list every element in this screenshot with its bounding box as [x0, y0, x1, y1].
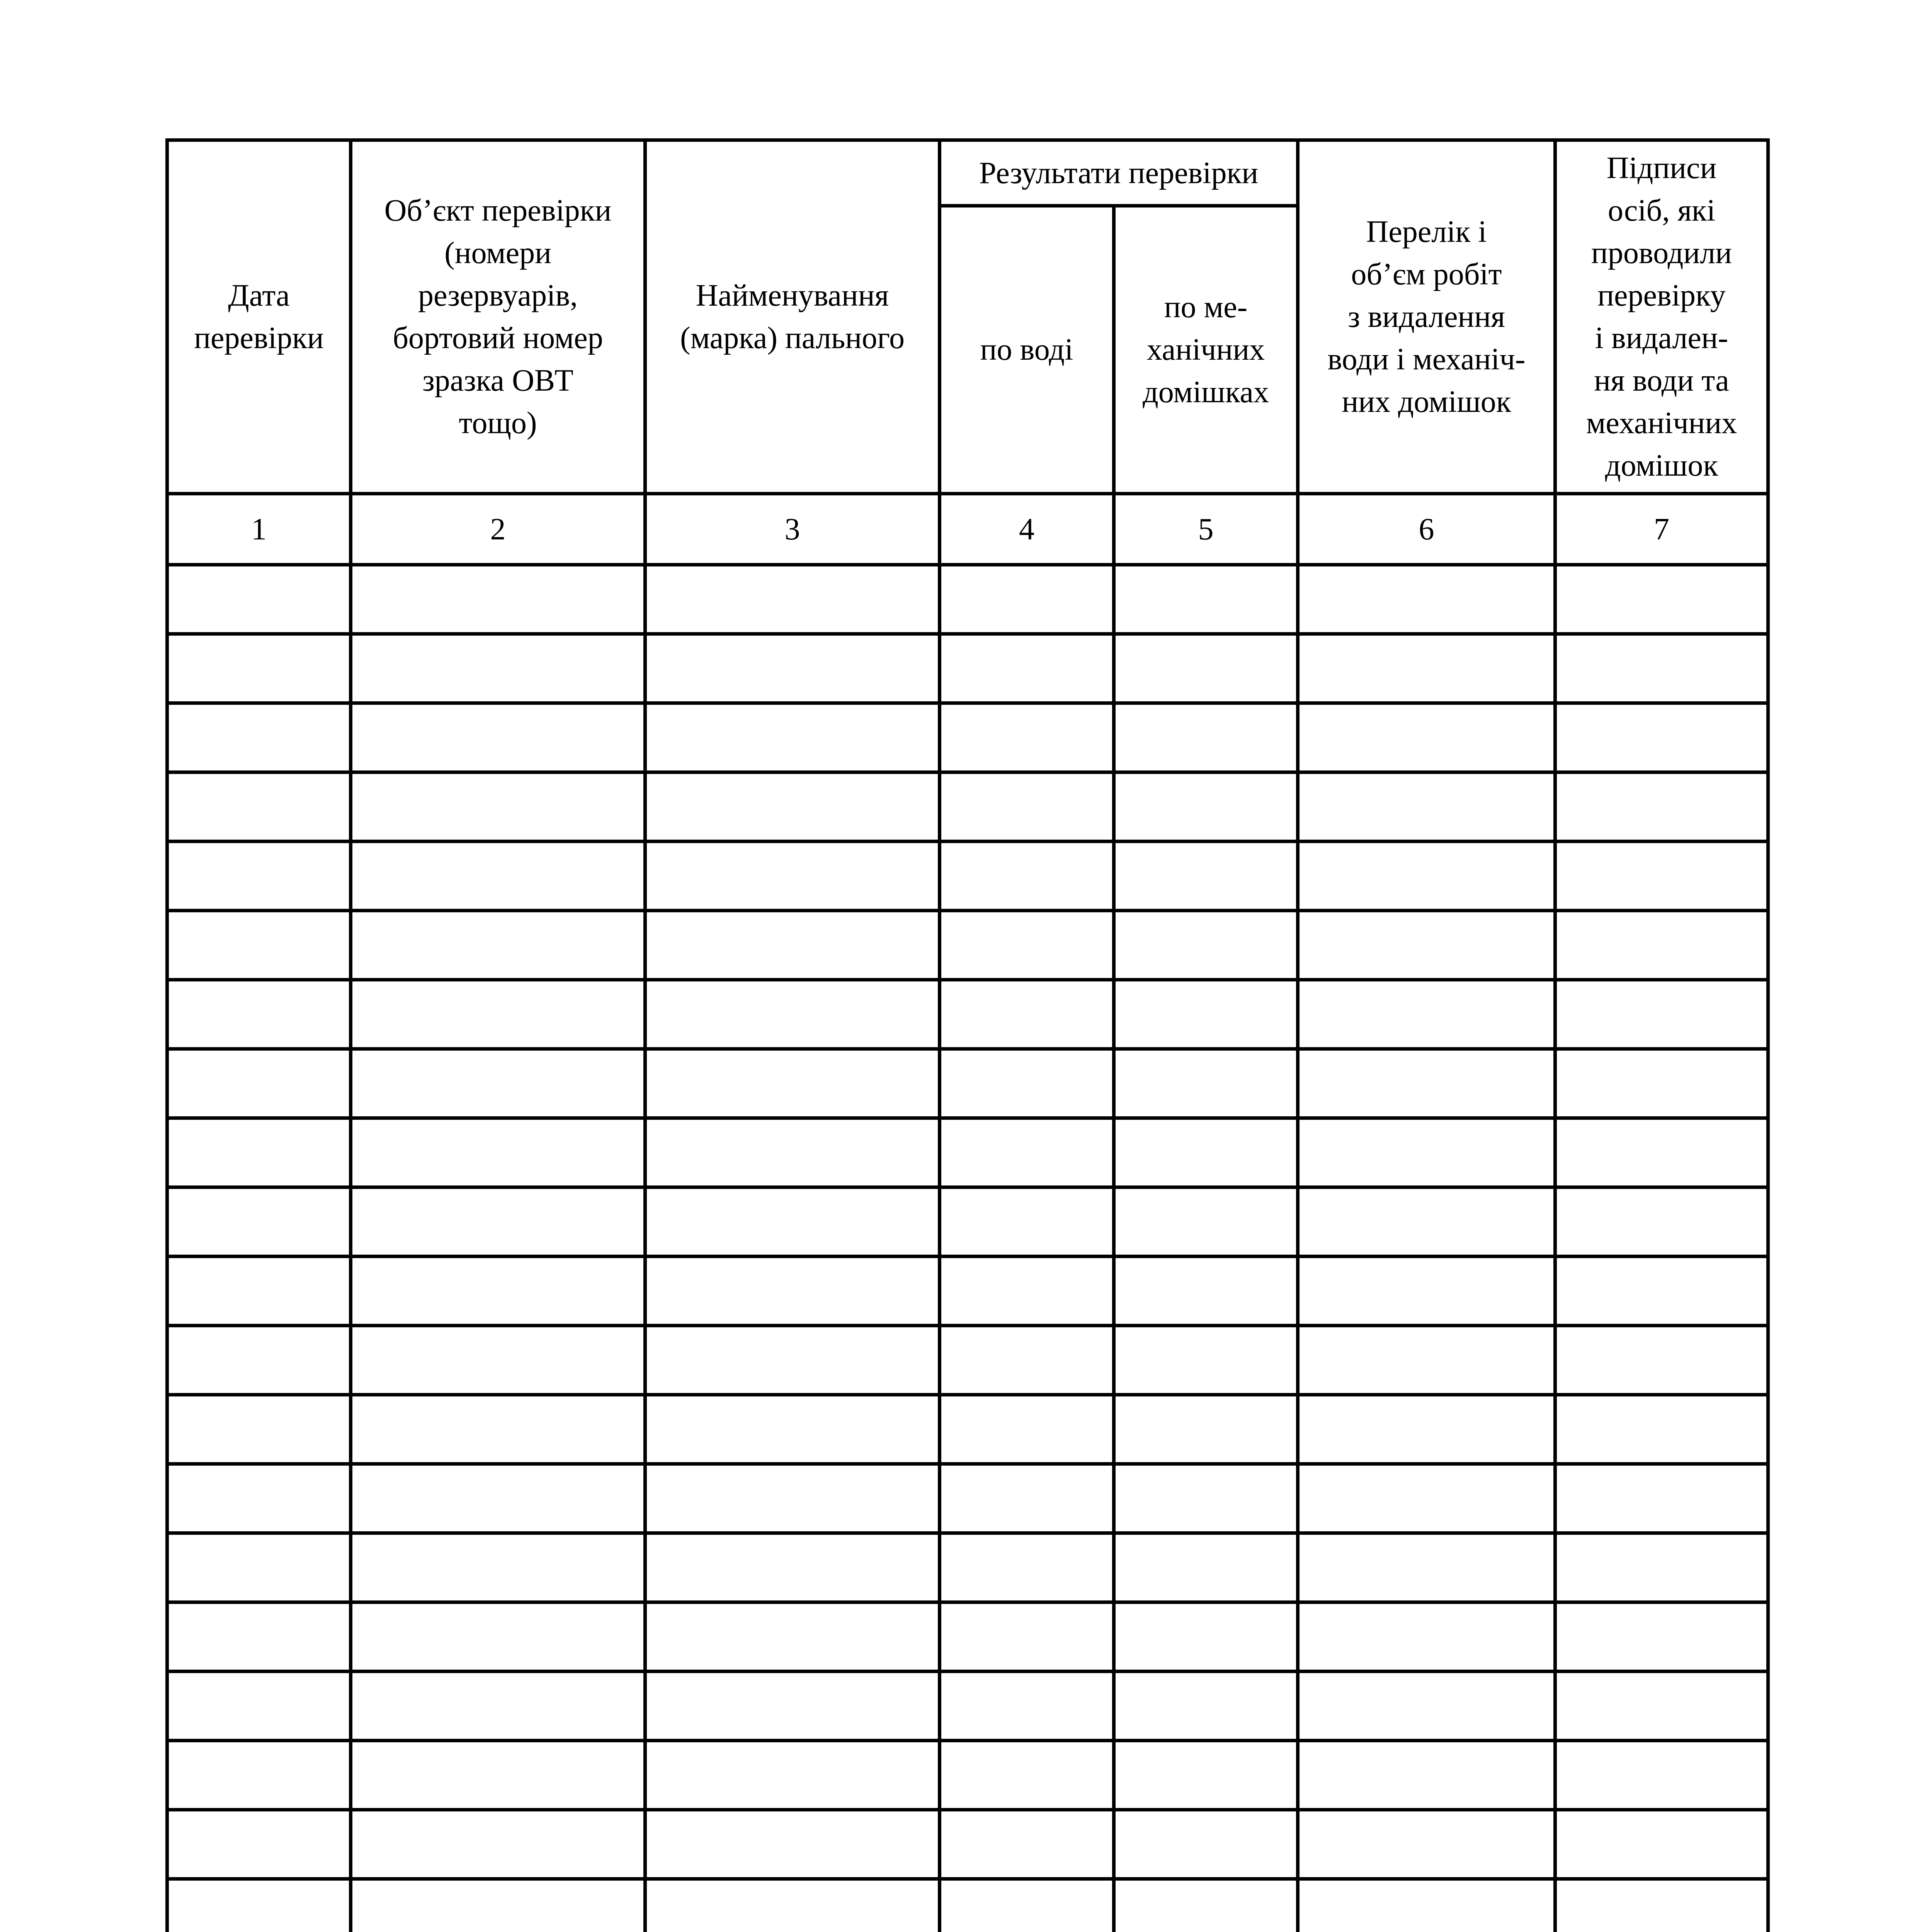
table-cell[interactable] — [1298, 1879, 1555, 1932]
table-cell[interactable] — [1555, 1879, 1768, 1932]
table-cell[interactable] — [645, 1741, 940, 1810]
table-cell[interactable] — [645, 1672, 940, 1741]
table-cell[interactable] — [1555, 703, 1768, 772]
header-fuel-name: Найменування (марка) пального — [645, 140, 940, 494]
table-cell[interactable] — [1114, 634, 1298, 703]
table-cell[interactable] — [645, 1533, 940, 1602]
table-cell[interactable] — [351, 1672, 645, 1741]
table-row — [167, 1602, 1768, 1672]
table-cell[interactable] — [1114, 1533, 1298, 1602]
table-cell[interactable] — [167, 1602, 351, 1672]
table-row — [167, 1810, 1768, 1879]
table-cell[interactable] — [167, 1464, 351, 1533]
table-cell[interactable] — [645, 1810, 940, 1879]
table-cell[interactable] — [1298, 842, 1555, 911]
table-cell[interactable] — [167, 911, 351, 980]
table-cell[interactable] — [645, 980, 940, 1049]
header-inspection-date: Дата перевірки — [167, 140, 351, 494]
table-cell[interactable] — [167, 634, 351, 703]
table-row — [167, 1395, 1768, 1464]
table-cell[interactable] — [1114, 1602, 1298, 1672]
table-row — [167, 842, 1768, 911]
table-cell[interactable] — [645, 634, 940, 703]
table-cell[interactable] — [1555, 1395, 1768, 1464]
table-cell[interactable] — [167, 1879, 351, 1932]
table-cell[interactable] — [645, 703, 940, 772]
table-cell[interactable] — [645, 1326, 940, 1395]
table-cell[interactable] — [940, 1118, 1114, 1187]
header-results-impurities: по ме- ханічних домішках — [1114, 206, 1298, 494]
table-cell[interactable] — [1298, 1257, 1555, 1326]
table-cell[interactable] — [1298, 1395, 1555, 1464]
table-cell[interactable] — [167, 565, 351, 634]
table-cell[interactable] — [1298, 703, 1555, 772]
table-cell[interactable] — [940, 565, 1114, 634]
table-cell[interactable] — [940, 1049, 1114, 1118]
table-cell[interactable] — [167, 772, 351, 842]
table-cell[interactable] — [1298, 1672, 1555, 1741]
table-cell[interactable] — [1555, 634, 1768, 703]
table-cell[interactable] — [645, 565, 940, 634]
table-cell[interactable] — [1298, 634, 1555, 703]
column-number: 6 — [1298, 494, 1555, 565]
table-cell[interactable] — [1298, 1187, 1555, 1257]
table-cell[interactable] — [1555, 1257, 1768, 1326]
table-cell[interactable] — [1114, 1879, 1298, 1932]
table-cell[interactable] — [1298, 1741, 1555, 1810]
table-cell[interactable] — [940, 1810, 1114, 1879]
table-cell[interactable] — [645, 1118, 940, 1187]
table-row — [167, 1326, 1768, 1395]
table-cell[interactable] — [351, 1187, 645, 1257]
table-cell[interactable] — [1114, 1049, 1298, 1118]
table-cell[interactable] — [1298, 1326, 1555, 1395]
table-cell[interactable] — [1555, 1741, 1768, 1810]
table-cell[interactable] — [940, 1395, 1114, 1464]
table-cell[interactable] — [351, 634, 645, 703]
table-cell[interactable] — [1114, 1326, 1298, 1395]
table-cell[interactable] — [645, 1257, 940, 1326]
table-cell[interactable] — [645, 1395, 940, 1464]
table-cell[interactable] — [351, 565, 645, 634]
table-cell[interactable] — [1114, 772, 1298, 842]
table-cell[interactable] — [1114, 1118, 1298, 1187]
table-cell[interactable] — [1555, 911, 1768, 980]
table-cell[interactable] — [351, 1741, 645, 1810]
table-cell[interactable] — [1555, 1672, 1768, 1741]
table-cell[interactable] — [940, 634, 1114, 703]
table-cell[interactable] — [1555, 1118, 1768, 1187]
table-cell[interactable] — [1114, 1464, 1298, 1533]
table-cell[interactable] — [167, 703, 351, 772]
table-cell[interactable] — [940, 1326, 1114, 1395]
table-cell[interactable] — [351, 1879, 645, 1932]
table-cell[interactable] — [1555, 565, 1768, 634]
table-cell[interactable] — [1555, 842, 1768, 911]
table-cell[interactable] — [351, 1326, 645, 1395]
header-works-list: Перелік і об’єм робіт з видалення води і механіч- них домішок — [1298, 140, 1555, 494]
table-row — [167, 1533, 1768, 1602]
table-cell[interactable] — [1114, 980, 1298, 1049]
table-cell[interactable] — [940, 1602, 1114, 1672]
table-cell[interactable] — [1298, 980, 1555, 1049]
table-cell[interactable] — [167, 1257, 351, 1326]
table-cell[interactable] — [167, 1810, 351, 1879]
table-row — [167, 772, 1768, 842]
table-cell[interactable] — [645, 842, 940, 911]
table-cell[interactable] — [1298, 1602, 1555, 1672]
table-cell[interactable] — [1114, 1672, 1298, 1741]
table-cell[interactable] — [940, 1257, 1114, 1326]
table-cell[interactable] — [351, 842, 645, 911]
table-cell[interactable] — [167, 842, 351, 911]
table-row — [167, 911, 1768, 980]
table-cell[interactable] — [1298, 911, 1555, 980]
table-cell[interactable] — [1555, 980, 1768, 1049]
column-number: 7 — [1555, 494, 1768, 565]
table-cell[interactable] — [1114, 1395, 1298, 1464]
column-number: 5 — [1114, 494, 1298, 565]
table-row — [167, 703, 1768, 772]
table-cell[interactable] — [351, 911, 645, 980]
table-cell[interactable] — [1555, 1187, 1768, 1257]
table-row — [167, 1049, 1768, 1118]
table-cell[interactable] — [645, 1464, 940, 1533]
table-cell[interactable] — [1555, 1464, 1768, 1533]
table-cell[interactable] — [1298, 1118, 1555, 1187]
table-cell[interactable] — [351, 1118, 645, 1187]
table-row — [167, 1672, 1768, 1741]
table-cell[interactable] — [167, 1741, 351, 1810]
table-cell[interactable] — [645, 1049, 940, 1118]
table-cell[interactable] — [1555, 1533, 1768, 1602]
header-signatures: Підписи осіб, які проводили перевірку і видален- ня води та механічних домішок — [1555, 140, 1768, 494]
table-cell[interactable] — [940, 911, 1114, 980]
table-cell[interactable] — [940, 980, 1114, 1049]
header-inspection-results: Результати перевірки — [940, 140, 1298, 206]
table-cell[interactable] — [940, 1879, 1114, 1932]
table-cell[interactable] — [351, 1602, 645, 1672]
table-cell[interactable] — [645, 1187, 940, 1257]
table-cell[interactable] — [940, 772, 1114, 842]
column-number-row — [167, 494, 1768, 565]
table-cell[interactable] — [351, 1049, 645, 1118]
table-cell[interactable] — [940, 1464, 1114, 1533]
table-cell[interactable] — [1114, 911, 1298, 980]
table-cell[interactable] — [351, 1257, 645, 1326]
table-cell[interactable] — [167, 980, 351, 1049]
table-cell[interactable] — [1114, 565, 1298, 634]
table-cell[interactable] — [167, 1672, 351, 1741]
table-cell[interactable] — [351, 980, 645, 1049]
table-cell[interactable] — [351, 703, 645, 772]
column-number: 1 — [167, 494, 351, 565]
column-number: 4 — [940, 494, 1114, 565]
table-cell[interactable] — [1114, 842, 1298, 911]
table-cell[interactable] — [645, 1879, 940, 1932]
table-cell[interactable] — [1298, 1810, 1555, 1879]
table-cell[interactable] — [167, 1395, 351, 1464]
fuel-inspection-log-table — [165, 138, 1770, 1932]
table-cell[interactable] — [167, 1187, 351, 1257]
table-row — [167, 634, 1768, 703]
table-cell[interactable] — [167, 1049, 351, 1118]
table-cell[interactable] — [645, 1602, 940, 1672]
table-cell[interactable] — [167, 1533, 351, 1602]
header-row-top — [167, 140, 1768, 206]
table-cell[interactable] — [351, 1464, 645, 1533]
table-cell[interactable] — [940, 703, 1114, 772]
table-cell[interactable] — [1298, 1049, 1555, 1118]
table-cell[interactable] — [1298, 565, 1555, 634]
table-row — [167, 1118, 1768, 1187]
table-cell[interactable] — [1555, 1049, 1768, 1118]
table-cell[interactable] — [351, 772, 645, 842]
table-row — [167, 980, 1768, 1049]
table-row — [167, 1879, 1768, 1932]
table-cell[interactable] — [1298, 772, 1555, 842]
header-results-water: по воді — [940, 206, 1114, 494]
table-row — [167, 1741, 1768, 1810]
table-row — [167, 1464, 1768, 1533]
table-row — [167, 565, 1768, 634]
table-cell[interactable] — [351, 1810, 645, 1879]
table-cell[interactable] — [1114, 1257, 1298, 1326]
table-cell[interactable] — [351, 1395, 645, 1464]
table-cell[interactable] — [940, 1533, 1114, 1602]
table-cell[interactable] — [1114, 1810, 1298, 1879]
table-cell[interactable] — [940, 1187, 1114, 1257]
table-cell[interactable] — [1298, 1533, 1555, 1602]
table-cell[interactable] — [167, 1118, 351, 1187]
table-cell[interactable] — [1555, 1326, 1768, 1395]
table-cell[interactable] — [940, 1741, 1114, 1810]
table-cell[interactable] — [1555, 1810, 1768, 1879]
table-cell[interactable] — [1555, 772, 1768, 842]
table-body — [167, 565, 1768, 1932]
table-cell[interactable] — [1114, 1741, 1298, 1810]
table-row — [167, 1187, 1768, 1257]
column-number: 2 — [351, 494, 645, 565]
table-cell[interactable] — [1298, 1464, 1555, 1533]
table-cell[interactable] — [1114, 1187, 1298, 1257]
column-number: 3 — [645, 494, 940, 565]
table-cell[interactable] — [940, 842, 1114, 911]
table-cell[interactable] — [1555, 1602, 1768, 1672]
table-cell[interactable] — [645, 911, 940, 980]
table-cell[interactable] — [351, 1533, 645, 1602]
table-cell[interactable] — [1114, 703, 1298, 772]
header-inspection-object: Об’єкт перевірки (номери резервуарів, бортовий номер зразка ОВТ тощо) — [351, 140, 645, 494]
table-cell[interactable] — [645, 772, 940, 842]
table-row — [167, 1257, 1768, 1326]
table-cell[interactable] — [167, 1326, 351, 1395]
table-cell[interactable] — [940, 1672, 1114, 1741]
